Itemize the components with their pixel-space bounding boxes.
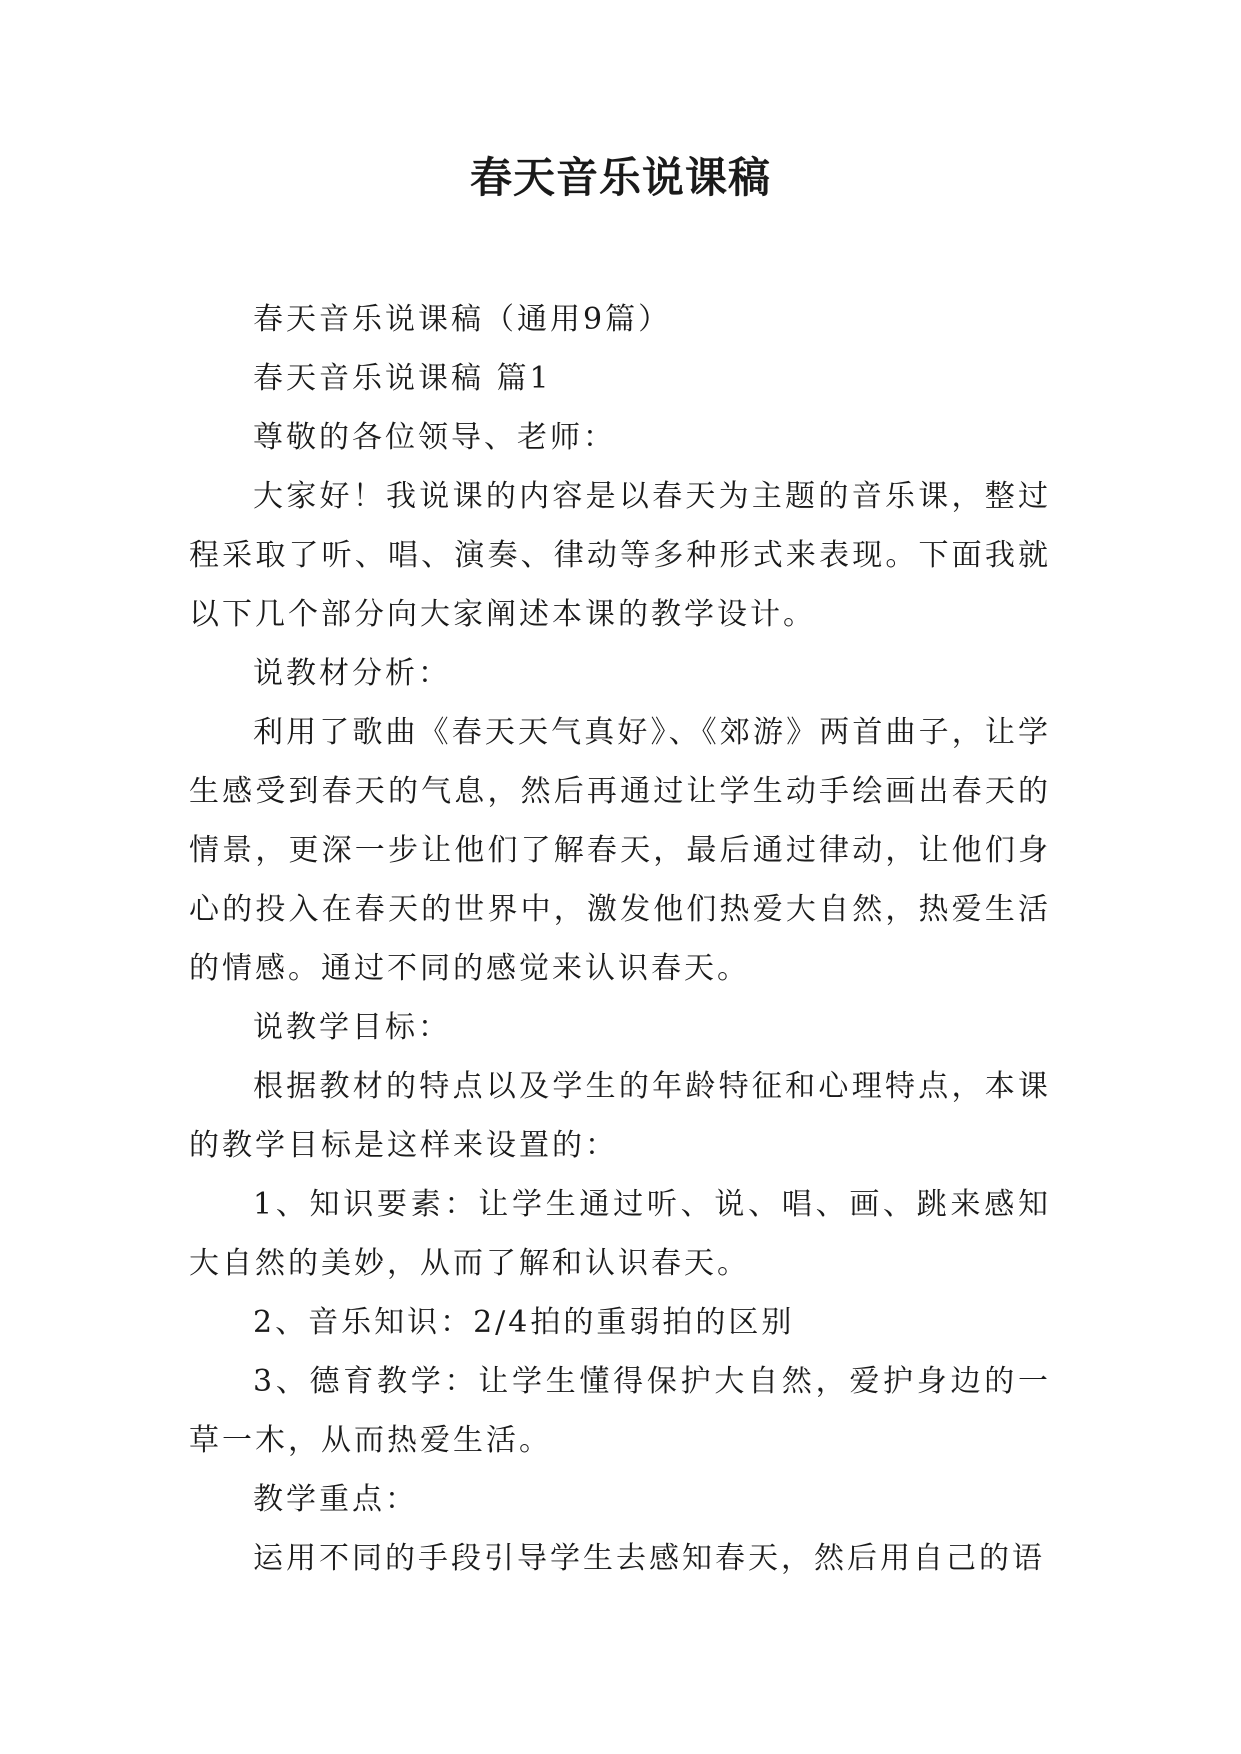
document-title: 春天音乐说课稿 <box>469 153 771 202</box>
textbook-analysis-paragraph: 利用了歌曲《春天天气真好》、《郊游》两首曲子，让学生感受到春天的气息，然后再通过让学生动手绘画出春天的情景，更深一步让他们了解春天，最后通过律动，让他们身心的投入在春天的世界中，激发他们热爱大自然，热爱生活的情感。通过不同的感觉来认识春天。 <box>189 715 1051 986</box>
intro-paragraph: 大家好！我说课的内容是以春天为主题的音乐课，整过程采取了听、唱、演奏、律动等多种形式来表现。下面我就以下几个部分向大家阐述本课的教学设计。 <box>189 479 1051 632</box>
section-heading: 春天音乐说课稿 篇1 <box>253 361 552 396</box>
teaching-goals-heading: 说教学目标： <box>253 1010 451 1045</box>
salutation-paragraph: 尊敬的各位领导、老师： <box>253 420 616 455</box>
document-body <box>189 290 1051 1588</box>
goal-item-music: 2、音乐知识：2/4拍的重弱拍的区别 <box>253 1305 795 1340</box>
key-points-paragraph: 运用不同的手段引导学生去感知春天，然后用自己的语 <box>253 1541 1045 1576</box>
key-points-heading: 教学重点： <box>253 1482 418 1517</box>
teaching-goals-paragraph: 根据教材的特点以及学生的年龄特征和心理特点，本课的教学目标是这样来设置的： <box>189 1069 1051 1163</box>
textbook-analysis-heading: 说教材分析： <box>253 656 451 691</box>
goal-item-knowledge: 1、知识要素：让学生通过听、说、唱、画、跳来感知大自然的美妙，从而了解和认识春天。 <box>189 1187 1051 1281</box>
subtitle-paragraph: 春天音乐说课稿（通用9篇） <box>253 302 672 337</box>
goal-item-moral: 3、德育教学：让学生懂得保护大自然，爱护身边的一草一木，从而热爱生活。 <box>189 1364 1051 1458</box>
